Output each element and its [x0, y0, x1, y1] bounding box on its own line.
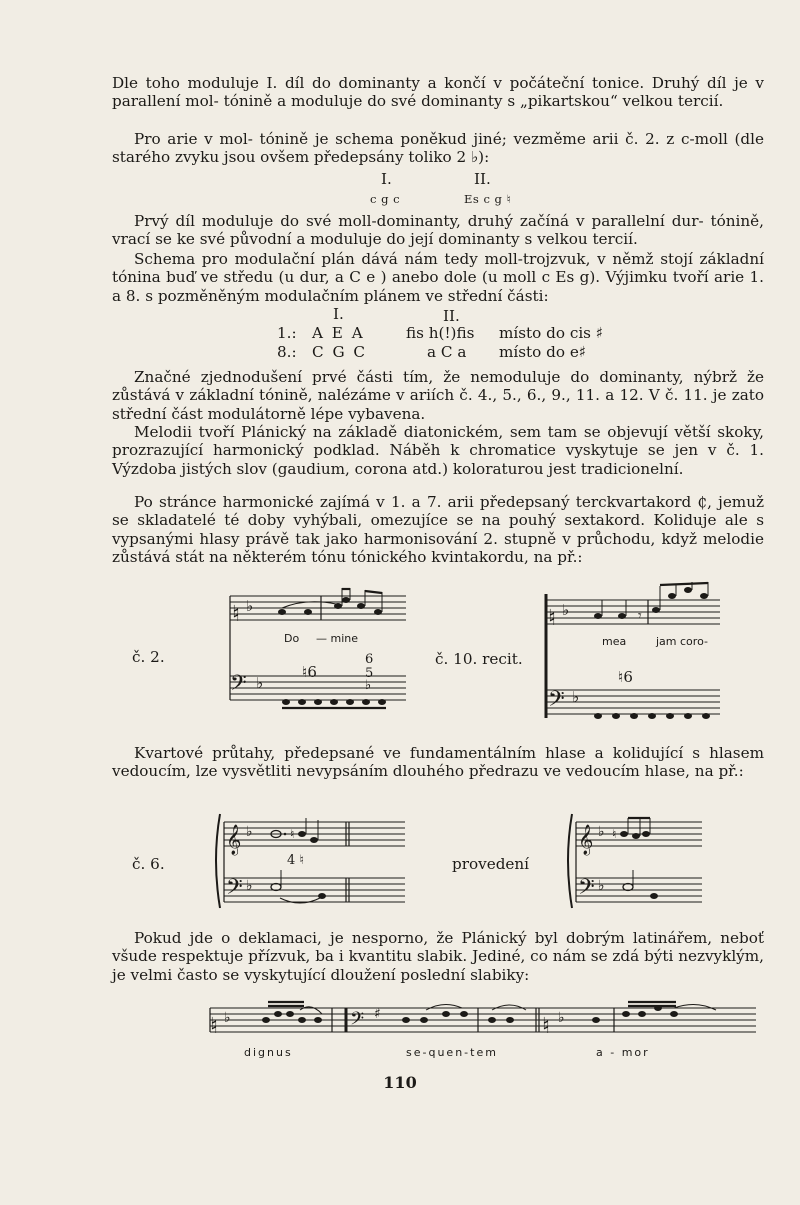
svg-text:♮: ♮: [612, 827, 617, 841]
ex1-figure-3: 5: [365, 666, 374, 681]
svg-text:𝄾: 𝄾: [638, 608, 642, 624]
svg-text:𝄢: 𝄢: [226, 875, 243, 905]
ex2-figure-1: ♮6: [618, 668, 633, 686]
scheme1-row1: c g c: [370, 192, 401, 206]
svg-text:♭: ♭: [224, 1010, 231, 1026]
ex2-label: č. 10. recit.: [435, 650, 523, 668]
svg-text:𝄞: 𝄞: [578, 825, 594, 855]
scheme1-col2: II.: [474, 170, 491, 188]
paragraph-7: Po stránce harmonické zajímá v 1. a 7. arii předepsaný terckvartakord ₵, jemuž se skladatelé té doby vyhýbali, omezujíce se na pouhý sextakord. Koliduje ale s vypsanými hlasy právě tak jako harmonisování 2. stupně v průchodu, když melodie zůstává stát na některém tónu tónického kvintakordu, na př.:: [112, 493, 764, 566]
scheme2-col1: I.: [333, 305, 344, 323]
ex4-lyric-2: se-quen-tem: [406, 1046, 498, 1059]
svg-text:♮: ♮: [542, 1014, 550, 1039]
svg-text:♭: ♭: [246, 824, 253, 840]
paragraph-2: Pro arie v mol- tónině je schema poněkud jiné; vezměme arii č. 2. z c-moll (dle starého zvyku jsou ovšem předepsány toliko 2 ♭):: [112, 130, 764, 167]
ex1-figure-1: ♮6: [302, 663, 317, 681]
svg-text:♭: ♭: [562, 601, 570, 619]
svg-text:♭: ♭: [598, 824, 605, 840]
ex4-lyric-3: a - mor: [596, 1046, 650, 1059]
music-example-3: [210, 808, 410, 918]
svg-text:𝄢: 𝄢: [548, 687, 565, 717]
svg-text:♮: ♮: [290, 827, 295, 841]
svg-text:♮: ♮: [548, 606, 556, 631]
paragraph-5: Značné zjednodušení prvé části tím, že nemoduluje do dominanty, nýbrž že zůstává v základní tónině, nalézáme v ariích č. 4., 5., 6., 9., 11. a 12. V č. 11. je zato střední část modulátorně lépe vybavena.: [112, 368, 764, 423]
scheme1-row2: Es c g ♮: [464, 192, 512, 206]
ex1-lyric-2: — mine: [316, 632, 359, 645]
scheme2-col2: II.: [443, 307, 460, 325]
svg-text:♮: ♮: [232, 602, 240, 627]
ex3-between-label: provedení: [452, 855, 530, 873]
ex1-label: č. 2.: [132, 648, 165, 666]
paragraph-4: Schema pro modulační plán dává nám tedy moll-trojzvuk, v němž stojí základní tónina buď ve středu (u dur, a C e ) anebo dole (u moll c Es g). Výjimku tvoří arie 1. a 8. s pozměněným modulačním plánem ve střední části:: [112, 250, 764, 305]
svg-text:♭: ♭: [246, 878, 253, 894]
svg-text:𝄢: 𝄢: [350, 1009, 365, 1034]
music-example-1: [226, 584, 416, 724]
svg-text:♮: ♮: [210, 1014, 218, 1039]
scheme2-row1-tail: místo do cis ♯: [499, 324, 604, 342]
paragraph-3: Prvý díl moduluje do své moll-dominanty, druhý začíná v parallelní dur- tónině, vrací se ke své původní a moduluje do její dominanty s velkou tercií.: [112, 212, 764, 249]
ex3-label: č. 6.: [132, 855, 165, 873]
svg-text:♭: ♭: [572, 688, 580, 706]
svg-text:♭: ♭: [598, 878, 605, 894]
ex3-figure-1: 4 ♮: [287, 853, 305, 868]
scheme2-row1-second: fis h(!)fis: [406, 324, 475, 342]
ex1-figure-4: ♭: [365, 678, 372, 693]
ex2-lyric-2: jam coro-: [656, 635, 708, 648]
music-example-4: [196, 998, 766, 1044]
paragraph-8: Kvartové průtahy, předepsané ve fundamentálním hlase a kolidující s hlasem vedoucím, lze vysvětliti nevypsáním dlouhého předrazu ve vedoucím hlase, na př.:: [112, 744, 764, 781]
svg-text:𝄢: 𝄢: [578, 875, 595, 905]
scheme2-row1-first: A E A: [312, 324, 365, 342]
svg-text:♭: ♭: [558, 1010, 565, 1026]
paragraph-1: Dle toho moduluje I. díl do dominanty a končí v počáteční tonice. Druhý díl je v parallení mol- tónině a moduluje do své dominanty s „pikartskou“ velkou tercií.: [112, 74, 764, 111]
music-example-3b: [562, 808, 712, 918]
paragraph-6: Melodii tvoří Plánický na základě diatonickém, sem tam se objevují větší skoky, prozrazující harmonický podklad. Náběh k chromatice vyskytuje se jen v č. 1. Výzdoba jistých slov (gaudium, corona atd.) koloraturou jest tradicionelní.: [112, 423, 764, 478]
scheme2-row2-second: a C a: [427, 343, 467, 361]
page-number: 110: [383, 1073, 417, 1092]
svg-text:♯: ♯: [374, 1006, 381, 1022]
scheme2-row2-first: C G C: [312, 343, 368, 361]
ex2-lyric-1: mea: [602, 635, 627, 648]
scheme2-row1-label: 1.:: [277, 324, 297, 342]
music-example-2: [538, 580, 728, 725]
scheme2-row2-label: 8.:: [277, 343, 297, 361]
paragraph-9: Pokud jde o deklamaci, je nesporno, že Plánický byl dobrým latinářem, neboť všude respektuje přízvuk, ba i kvantitu slabik. Jediné, co nám se zdá býti nezvyklým, je velmi často se vyskytující dloužení poslední slabiky:: [112, 929, 764, 984]
svg-text:𝄞: 𝄞: [226, 825, 242, 855]
svg-text:♭: ♭: [246, 597, 254, 615]
ex1-figure-2: 6: [365, 652, 374, 667]
svg-text:♭: ♭: [256, 674, 264, 692]
scheme1-col1: I.: [381, 170, 392, 188]
svg-text:𝄢: 𝄢: [230, 671, 247, 701]
ex1-lyric-1: Do: [284, 632, 300, 645]
scheme2-row2-tail: místo do e♯: [499, 343, 587, 361]
ex4-lyric-1: dignus: [244, 1046, 293, 1059]
